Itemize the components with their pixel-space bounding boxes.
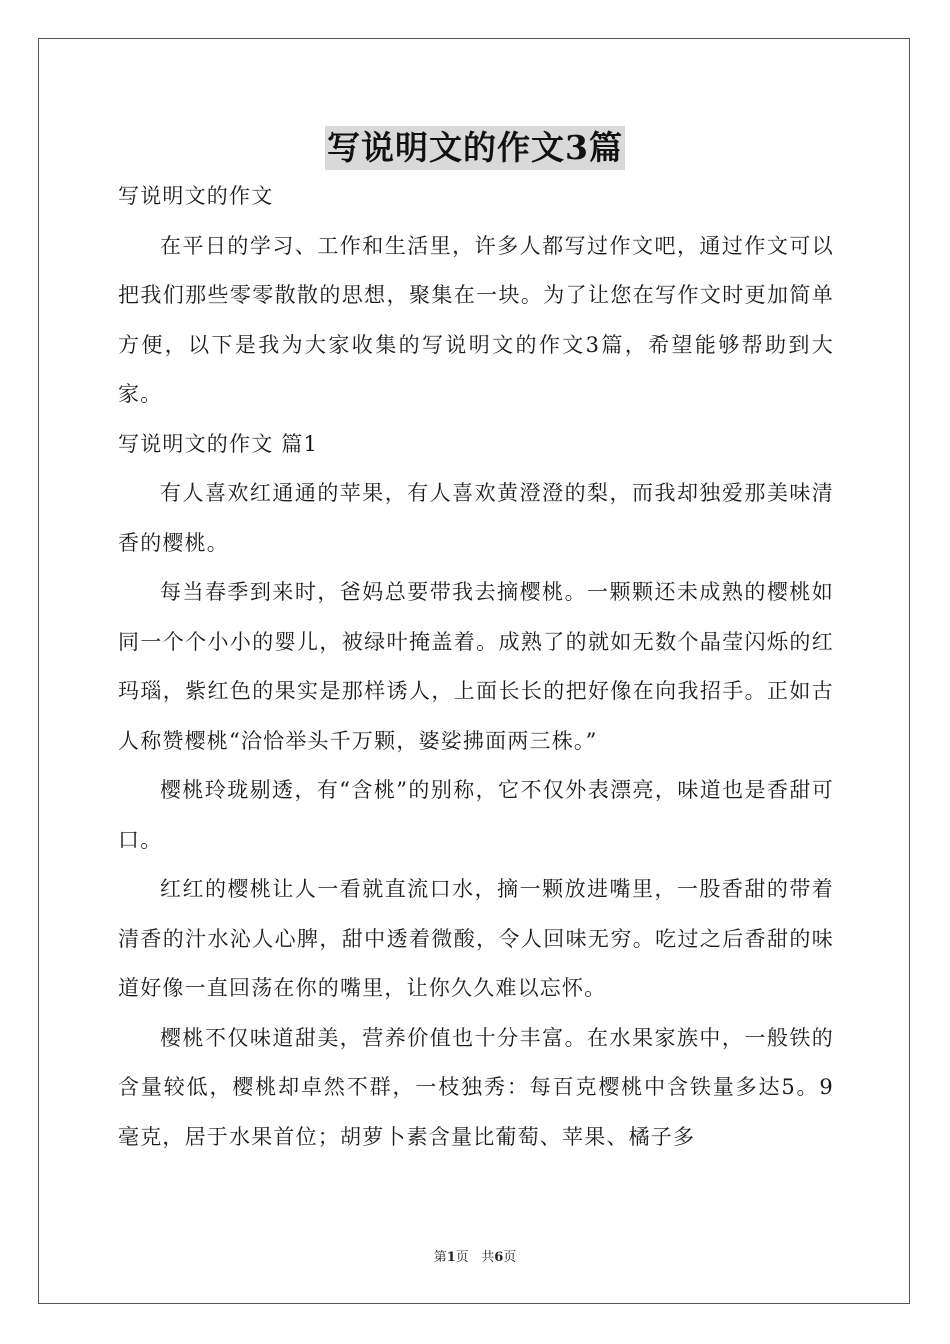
paragraph: 有人喜欢红通通的苹果，有人喜欢黄澄澄的梨，而我却独爱那美味清香的樱桃。 xyxy=(118,481,834,555)
total-prefix: 共 xyxy=(481,1250,495,1265)
page-suffix: 页 xyxy=(455,1250,469,1265)
total-suffix: 页 xyxy=(503,1250,517,1265)
document-title: 写说明文的作文3篇 xyxy=(325,126,625,170)
current-page-number: 1 xyxy=(446,1250,456,1265)
paragraph-intro: 在平日的学习、工作和生活里，许多人都写过作文吧，通过作文可以把我们那些零零散散的思想，聚集在一块。为了让您在写作文时更加简单方便，以下是我为大家收集的写说明文的作文3篇，希望能够帮助到大家。 xyxy=(118,233,834,406)
paragraph: 红红的樱桃让人一看就直流口水，摘一颗放进嘴里，一股香甜的带着清香的汁水沁人心脾，甜中透着微酸，令人回味无穷。吃过之后香甜的味道好像一直回荡在你的嘴里，让你久久难以忘怀。 xyxy=(118,877,834,1000)
section-heading-essay-1: 写说明文的作文 篇1 xyxy=(118,431,319,456)
paragraph: 樱桃玲珑剔透，有“含桃”的别称，它不仅外表漂亮，味道也是香甜可口。 xyxy=(118,778,834,852)
total-page-count: 6 xyxy=(494,1250,504,1265)
paragraph: 每当春季到来时，爸妈总要带我去摘樱桃。一颗颗还未成熟的樱桃如同一个个小小的婴儿，被绿叶掩盖着。成熟了的就如无数个晶莹闪烁的红玛瑙，紫红色的果实是那样诱人，上面长长的把好像在向我招手。正如古人称赞樱桃“洽恰举头千万颗，婆娑拂面两三株。” xyxy=(118,580,834,753)
page-prefix: 第 xyxy=(433,1250,447,1265)
paragraph: 樱桃不仅味道甜美，营养价值也十分丰富。在水果家族中，一般铁的含量较低，樱桃却卓然不群，一枝独秀：每百克樱桃中含铁量多达5。9毫克，居于水果首位；胡萝卜素含量比葡萄、苹果、橘子多 xyxy=(118,1025,834,1149)
document-body xyxy=(118,172,834,1162)
title-container xyxy=(0,126,950,170)
section-heading-intro: 写说明文的作文 xyxy=(118,184,274,208)
page-footer xyxy=(0,1246,950,1265)
